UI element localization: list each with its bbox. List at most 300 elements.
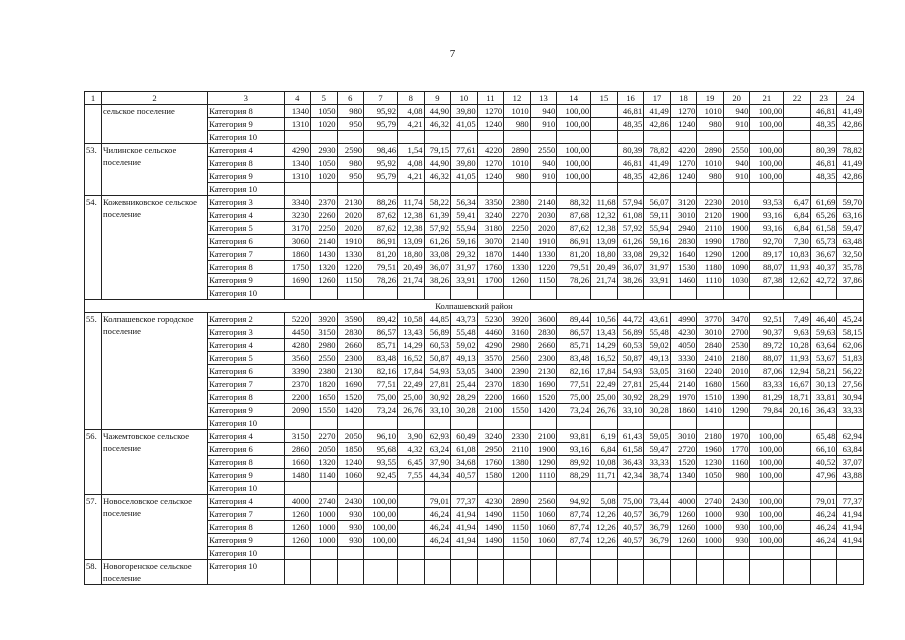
value-cell: 1290 xyxy=(697,248,724,261)
value-cell: 11,93 xyxy=(784,261,811,274)
value-cell xyxy=(398,183,425,196)
value-cell xyxy=(337,131,364,144)
value-cell: 1520 xyxy=(337,391,364,404)
value-cell xyxy=(398,495,425,508)
value-cell: 40,57 xyxy=(617,508,644,521)
value-cell: 1140 xyxy=(311,469,338,482)
value-cell: 12,26 xyxy=(591,534,618,547)
value-cell: 2930 xyxy=(311,144,338,157)
value-cell: 930 xyxy=(337,534,364,547)
value-cell: 1760 xyxy=(477,261,504,274)
value-cell: 87,06 xyxy=(750,365,784,378)
value-cell xyxy=(337,287,364,300)
value-cell: 86,57 xyxy=(557,326,591,339)
value-cell: 1050 xyxy=(311,157,338,170)
value-cell: 29,32 xyxy=(451,248,478,261)
value-cell xyxy=(591,144,618,157)
value-cell: 100,00 xyxy=(364,508,398,521)
value-cell xyxy=(591,183,618,196)
value-cell: 1220 xyxy=(337,261,364,274)
value-cell: 100,00 xyxy=(750,443,784,456)
value-cell: 1910 xyxy=(337,235,364,248)
value-cell: 2050 xyxy=(337,430,364,443)
value-cell: 12,32 xyxy=(591,209,618,222)
value-cell xyxy=(784,287,811,300)
value-cell xyxy=(284,287,311,300)
value-cell: 82,16 xyxy=(364,365,398,378)
value-cell xyxy=(784,417,811,430)
value-cell: 66,10 xyxy=(810,443,837,456)
value-cell: 2370 xyxy=(284,378,311,391)
value-cell: 6,45 xyxy=(398,456,425,469)
value-cell: 87,62 xyxy=(557,222,591,235)
value-cell: 3400 xyxy=(477,365,504,378)
value-cell: 93,16 xyxy=(557,443,591,456)
value-cell: 73,44 xyxy=(644,495,671,508)
value-cell xyxy=(697,560,724,585)
value-cell: 61,26 xyxy=(424,235,451,248)
value-cell: 1260 xyxy=(284,534,311,547)
category-cell: Категория 4 xyxy=(208,339,284,352)
value-cell: 32,50 xyxy=(837,248,864,261)
value-cell: 83,48 xyxy=(364,352,398,365)
value-cell: 1260 xyxy=(311,274,338,287)
value-cell: 1580 xyxy=(477,469,504,482)
category-cell: Категория 5 xyxy=(208,352,284,365)
value-cell xyxy=(591,157,618,170)
value-cell xyxy=(784,482,811,495)
value-cell: 1900 xyxy=(723,222,750,235)
category-cell: Категория 8 xyxy=(208,157,284,170)
value-cell: 1660 xyxy=(284,456,311,469)
value-cell: 46,81 xyxy=(810,105,837,118)
value-cell: 1180 xyxy=(697,261,724,274)
value-cell: 59,16 xyxy=(644,235,671,248)
value-cell: 89,44 xyxy=(557,313,591,326)
value-cell: 12,26 xyxy=(591,508,618,521)
value-cell xyxy=(644,417,671,430)
value-cell: 1260 xyxy=(284,521,311,534)
column-header: 11 xyxy=(477,92,504,105)
value-cell: 45,24 xyxy=(837,313,864,326)
value-cell: 2260 xyxy=(311,209,338,222)
value-cell xyxy=(810,131,837,144)
value-cell: 75,00 xyxy=(557,391,591,404)
value-cell: 980 xyxy=(337,157,364,170)
value-cell xyxy=(810,417,837,430)
value-cell xyxy=(398,287,425,300)
category-cell: Категория 4 xyxy=(208,209,284,222)
value-cell: 3010 xyxy=(670,430,697,443)
value-cell xyxy=(311,287,338,300)
value-cell: 63,64 xyxy=(810,339,837,352)
value-cell xyxy=(311,547,338,560)
value-cell: 79,01 xyxy=(810,495,837,508)
value-cell: 41,94 xyxy=(837,534,864,547)
value-cell: 44,34 xyxy=(424,469,451,482)
value-cell xyxy=(398,521,425,534)
category-cell: Категория 8 xyxy=(208,391,284,404)
value-cell: 77,51 xyxy=(364,378,398,391)
value-cell: 1520 xyxy=(670,456,697,469)
value-cell: 88,07 xyxy=(750,352,784,365)
value-cell: 11,74 xyxy=(398,196,425,209)
value-cell: 2130 xyxy=(337,365,364,378)
value-cell: 93,53 xyxy=(750,196,784,209)
value-cell: 2740 xyxy=(697,495,724,508)
category-cell: Категория 7 xyxy=(208,248,284,261)
value-cell: 1680 xyxy=(697,378,724,391)
settlement-name: Новоселовское сельское поселение xyxy=(101,495,207,560)
value-cell: 3120 xyxy=(670,196,697,209)
column-header: 20 xyxy=(723,92,750,105)
value-cell: 27,81 xyxy=(617,378,644,391)
value-cell: 1270 xyxy=(477,157,504,170)
value-cell: 49,13 xyxy=(451,352,478,365)
value-cell: 2100 xyxy=(530,430,557,443)
value-cell: 1480 xyxy=(284,469,311,482)
value-cell: 79,51 xyxy=(557,261,591,274)
value-cell: 1690 xyxy=(337,378,364,391)
value-cell xyxy=(644,131,671,144)
table-row xyxy=(85,495,864,508)
value-cell xyxy=(451,482,478,495)
value-cell: 12,38 xyxy=(398,209,425,222)
value-cell xyxy=(451,183,478,196)
value-cell: 92,51 xyxy=(750,313,784,326)
value-cell: 980 xyxy=(723,469,750,482)
value-cell: 1970 xyxy=(723,430,750,443)
value-cell: 2550 xyxy=(723,144,750,157)
category-cell: Категория 6 xyxy=(208,365,284,378)
value-cell: 2410 xyxy=(697,352,724,365)
value-cell: 1010 xyxy=(697,105,724,118)
column-header: 4 xyxy=(284,92,311,105)
value-cell: 61,69 xyxy=(810,196,837,209)
value-cell: 2140 xyxy=(504,235,531,248)
value-cell: 5220 xyxy=(284,313,311,326)
value-cell xyxy=(424,482,451,495)
value-cell: 61,08 xyxy=(617,209,644,222)
value-cell: 3150 xyxy=(284,430,311,443)
value-cell: 46,81 xyxy=(617,157,644,170)
value-cell: 1290 xyxy=(530,456,557,469)
value-cell: 2830 xyxy=(337,326,364,339)
value-cell: 940 xyxy=(723,105,750,118)
value-cell: 18,80 xyxy=(591,248,618,261)
value-cell: 3230 xyxy=(284,209,311,222)
value-cell xyxy=(750,287,784,300)
value-cell: 41,49 xyxy=(837,105,864,118)
value-cell: 1260 xyxy=(284,508,311,521)
value-cell xyxy=(557,417,591,430)
value-cell: 63,84 xyxy=(837,443,864,456)
value-cell: 3160 xyxy=(504,326,531,339)
value-cell: 13,43 xyxy=(591,326,618,339)
value-cell: 16,52 xyxy=(591,352,618,365)
table-row xyxy=(85,144,864,157)
value-cell xyxy=(284,131,311,144)
value-cell: 27,81 xyxy=(424,378,451,391)
category-cell: Категория 10 xyxy=(208,287,284,300)
value-cell: 1260 xyxy=(670,521,697,534)
value-cell xyxy=(284,547,311,560)
value-cell: 40,37 xyxy=(810,261,837,274)
value-cell: 51,83 xyxy=(837,352,864,365)
value-cell xyxy=(337,482,364,495)
value-cell: 53,05 xyxy=(644,365,671,378)
value-cell: 95,92 xyxy=(364,105,398,118)
value-cell: 61,43 xyxy=(617,430,644,443)
value-cell: 2550 xyxy=(311,352,338,365)
value-cell xyxy=(311,482,338,495)
value-cell: 2200 xyxy=(284,391,311,404)
value-cell: 1050 xyxy=(311,105,338,118)
value-cell: 4,21 xyxy=(398,118,425,131)
table-row xyxy=(85,196,864,209)
value-cell: 1110 xyxy=(697,274,724,287)
value-cell xyxy=(364,482,398,495)
category-cell: Категория 8 xyxy=(208,261,284,274)
value-cell: 3240 xyxy=(477,209,504,222)
value-cell: 1030 xyxy=(723,274,750,287)
value-cell xyxy=(477,560,504,585)
value-cell: 33,10 xyxy=(617,404,644,417)
value-cell xyxy=(504,482,531,495)
value-cell: 100,00 xyxy=(364,495,398,508)
value-cell: 43,88 xyxy=(837,469,864,482)
value-cell: 65,26 xyxy=(810,209,837,222)
value-cell xyxy=(617,131,644,144)
value-cell: 2980 xyxy=(504,339,531,352)
value-cell: 2560 xyxy=(530,495,557,508)
value-cell: 2840 xyxy=(697,339,724,352)
value-cell: 96,10 xyxy=(364,430,398,443)
value-cell: 2860 xyxy=(284,443,311,456)
value-cell: 2740 xyxy=(311,495,338,508)
value-cell: 46,24 xyxy=(424,521,451,534)
value-cell: 87,38 xyxy=(750,274,784,287)
value-cell xyxy=(477,417,504,430)
value-cell xyxy=(670,482,697,495)
value-cell: 3010 xyxy=(697,326,724,339)
value-cell: 60,53 xyxy=(617,339,644,352)
value-cell: 2180 xyxy=(723,352,750,365)
column-header: 24 xyxy=(837,92,864,105)
settlement-number: 57. xyxy=(85,495,102,560)
value-cell: 1550 xyxy=(311,404,338,417)
value-cell xyxy=(784,157,811,170)
value-cell xyxy=(617,560,644,585)
value-cell: 4290 xyxy=(284,144,311,157)
value-cell: 60,53 xyxy=(424,339,451,352)
column-header: 15 xyxy=(591,92,618,105)
value-cell: 4220 xyxy=(670,144,697,157)
category-cell: Категория 10 xyxy=(208,482,284,495)
category-cell: Категория 3 xyxy=(208,196,284,209)
value-cell: 1490 xyxy=(477,508,504,521)
value-cell: 59,47 xyxy=(644,443,671,456)
category-cell: Категория 2 xyxy=(208,313,284,326)
value-cell xyxy=(784,534,811,547)
value-cell: 59,47 xyxy=(837,222,864,235)
category-cell: Категория 9 xyxy=(208,274,284,287)
value-cell: 2020 xyxy=(530,222,557,235)
value-cell xyxy=(784,508,811,521)
value-cell xyxy=(591,118,618,131)
value-cell: 4,32 xyxy=(398,443,425,456)
value-cell: 1460 xyxy=(670,274,697,287)
value-cell: 18,71 xyxy=(784,391,811,404)
value-cell: 2390 xyxy=(504,365,531,378)
value-cell xyxy=(617,183,644,196)
table-row xyxy=(85,313,864,326)
value-cell: 2370 xyxy=(311,196,338,209)
value-cell: 930 xyxy=(723,521,750,534)
category-cell: Категория 10 xyxy=(208,547,284,560)
column-header: 10 xyxy=(451,92,478,105)
value-cell: 910 xyxy=(530,118,557,131)
column-header: 1 xyxy=(85,92,102,105)
category-cell: Категория 7 xyxy=(208,508,284,521)
value-cell: 3,90 xyxy=(398,430,425,443)
value-cell: 1550 xyxy=(504,404,531,417)
value-cell: 88,32 xyxy=(557,196,591,209)
value-cell: 36,79 xyxy=(644,521,671,534)
value-cell: 6,84 xyxy=(784,209,811,222)
value-cell: 3330 xyxy=(670,352,697,365)
value-cell xyxy=(644,560,671,585)
value-cell: 1260 xyxy=(504,274,531,287)
value-cell: 100,00 xyxy=(750,469,784,482)
value-cell: 2020 xyxy=(337,222,364,235)
value-cell: 31,97 xyxy=(451,261,478,274)
value-cell: 1060 xyxy=(530,534,557,547)
category-cell: Категория 9 xyxy=(208,170,284,183)
settlement-name: Колпашевское городское поселение xyxy=(101,313,207,430)
value-cell: 3150 xyxy=(311,326,338,339)
value-cell: 95,79 xyxy=(364,118,398,131)
value-cell xyxy=(644,547,671,560)
value-cell: 21,74 xyxy=(398,274,425,287)
value-cell: 3170 xyxy=(284,222,311,235)
value-cell: 2330 xyxy=(504,430,531,443)
value-cell: 58,22 xyxy=(424,196,451,209)
value-cell: 88,07 xyxy=(750,261,784,274)
value-cell xyxy=(424,131,451,144)
value-cell: 12,38 xyxy=(398,222,425,235)
value-cell: 2250 xyxy=(311,222,338,235)
value-cell: 42,72 xyxy=(810,274,837,287)
value-cell: 36,43 xyxy=(617,456,644,469)
value-cell xyxy=(337,183,364,196)
value-cell: 1340 xyxy=(284,157,311,170)
value-cell: 1490 xyxy=(477,534,504,547)
value-cell: 1240 xyxy=(337,456,364,469)
value-cell: 83,33 xyxy=(750,378,784,391)
value-cell xyxy=(697,131,724,144)
value-cell xyxy=(810,482,837,495)
category-cell: Категория 9 xyxy=(208,404,284,417)
value-cell: 1340 xyxy=(670,469,697,482)
value-cell: 48,35 xyxy=(617,170,644,183)
value-cell: 1860 xyxy=(670,404,697,417)
value-cell xyxy=(750,482,784,495)
value-cell: 1440 xyxy=(504,248,531,261)
table-row xyxy=(85,560,864,585)
value-cell: 54,93 xyxy=(424,365,451,378)
value-cell: 12,38 xyxy=(591,222,618,235)
value-cell: 940 xyxy=(723,157,750,170)
value-cell: 89,17 xyxy=(750,248,784,261)
value-cell xyxy=(451,287,478,300)
value-cell: 950 xyxy=(337,118,364,131)
value-cell: 36,07 xyxy=(424,261,451,274)
value-cell xyxy=(530,547,557,560)
value-cell: 100,00 xyxy=(750,521,784,534)
value-cell: 3920 xyxy=(504,313,531,326)
column-header: 9 xyxy=(424,92,451,105)
value-cell: 46,81 xyxy=(617,105,644,118)
value-cell: 59,70 xyxy=(837,196,864,209)
value-cell: 61,39 xyxy=(424,209,451,222)
value-cell: 56,89 xyxy=(617,326,644,339)
value-cell: 14,29 xyxy=(398,339,425,352)
value-cell: 37,86 xyxy=(837,274,864,287)
value-cell xyxy=(311,183,338,196)
column-header: 7 xyxy=(364,92,398,105)
value-cell xyxy=(424,287,451,300)
value-cell: 1650 xyxy=(311,391,338,404)
category-cell: Категория 6 xyxy=(208,443,284,456)
value-cell: 12,94 xyxy=(784,365,811,378)
column-header: 6 xyxy=(337,92,364,105)
settlement-number: 55. xyxy=(85,313,102,430)
value-cell: 25,00 xyxy=(591,391,618,404)
value-cell: 37,07 xyxy=(837,456,864,469)
value-cell: 7,49 xyxy=(784,313,811,326)
value-cell: 1870 xyxy=(477,248,504,261)
value-cell xyxy=(591,105,618,118)
settlement-name: Чилинское сельское поселение xyxy=(101,144,207,196)
value-cell: 13,43 xyxy=(398,326,425,339)
value-cell: 6,84 xyxy=(591,443,618,456)
value-cell: 2090 xyxy=(284,404,311,417)
value-cell: 1020 xyxy=(311,118,338,131)
value-cell: 56,34 xyxy=(451,196,478,209)
value-cell: 41,05 xyxy=(451,170,478,183)
value-cell: 93,16 xyxy=(750,222,784,235)
value-cell: 4,21 xyxy=(398,170,425,183)
value-cell: 42,86 xyxy=(644,118,671,131)
value-cell xyxy=(723,287,750,300)
value-cell: 28,29 xyxy=(644,391,671,404)
value-cell: 20,16 xyxy=(784,404,811,417)
value-cell xyxy=(697,547,724,560)
value-cell xyxy=(284,417,311,430)
value-cell xyxy=(451,131,478,144)
column-header: 8 xyxy=(398,92,425,105)
value-cell: 1010 xyxy=(697,157,724,170)
value-cell: 1900 xyxy=(530,443,557,456)
settlement-name: Чажемтовское сельское поселение xyxy=(101,430,207,495)
value-cell: 46,24 xyxy=(424,508,451,521)
value-cell xyxy=(644,183,671,196)
value-cell: 3920 xyxy=(311,313,338,326)
column-header: 2 xyxy=(101,92,207,105)
value-cell: 910 xyxy=(530,170,557,183)
value-cell: 10,56 xyxy=(591,313,618,326)
